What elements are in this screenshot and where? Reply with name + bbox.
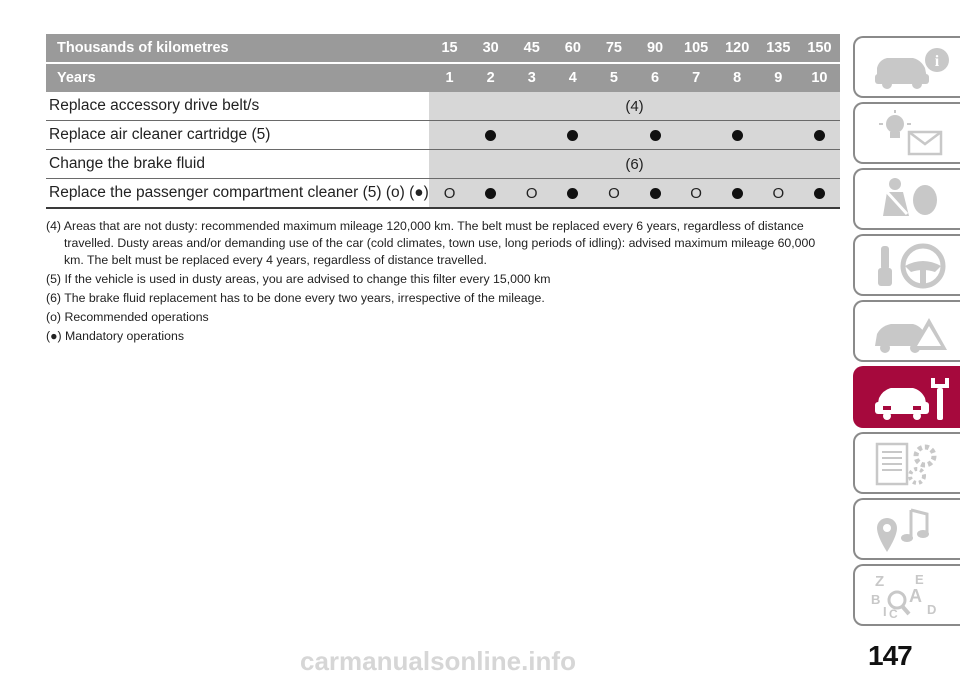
year-cell: 3 [511, 63, 552, 92]
schedule-cell [470, 121, 511, 150]
svg-text:I: I [883, 604, 887, 619]
recommended-mark: O [525, 184, 538, 202]
car-wrench-icon [869, 374, 953, 422]
schedule-cell [634, 121, 675, 150]
year-cell: 9 [758, 63, 799, 92]
recommended-mark: O [690, 184, 702, 202]
tab-servicing-maintenance[interactable] [853, 366, 960, 428]
svg-text:C: C [889, 607, 898, 620]
year-cell: 6 [634, 63, 675, 92]
km-cell: 150 [799, 34, 840, 63]
row-label: Change the brake fluid [46, 150, 429, 179]
row-label: Replace air cleaner cartridge (5) [46, 121, 429, 150]
mandatory-dot [485, 188, 496, 199]
schedule-cell [593, 121, 634, 150]
schedule-cell [717, 179, 758, 209]
schedule-cell [429, 121, 470, 150]
footnote: (6) The brake fluid replacement has to be done every two years, irrespective of the mileage. [46, 291, 545, 305]
schedule-cell [552, 121, 593, 150]
footnote: (●) Mandatory operations [46, 329, 184, 343]
maintenance-schedule-table [46, 34, 840, 209]
km-cell: 75 [593, 34, 634, 63]
mandatory-dot [814, 130, 825, 141]
km-cell: 90 [634, 34, 675, 63]
row-label: Replace accessory drive belt/s [46, 92, 429, 121]
specs-gear-icon [869, 440, 953, 488]
span-note-cell: (4) [429, 92, 840, 121]
svg-text:B: B [871, 592, 881, 607]
page-number: 147 [868, 640, 912, 671]
row-label: Replace the passenger compartment cleaner (5) (o) (●) [46, 179, 429, 209]
multimedia-music-icon [869, 506, 953, 554]
mandatory-dot [650, 188, 661, 199]
schedule-cell [511, 121, 552, 150]
km-cell: 30 [470, 34, 511, 63]
year-cell: 8 [717, 63, 758, 92]
watermark-text: carmanualsonline.info [300, 646, 576, 676]
svg-text:Z: Z [875, 573, 885, 590]
year-cell: 4 [552, 63, 593, 92]
km-cell: 45 [511, 34, 552, 63]
tab-technical-specs[interactable] [853, 432, 960, 494]
key-steering-wheel-icon [869, 242, 953, 290]
index-letters-icon [869, 572, 953, 620]
car-info-icon [869, 44, 953, 92]
year-cell: 5 [593, 63, 634, 92]
table-row [46, 179, 840, 209]
year-cell: 2 [470, 63, 511, 92]
recommended-mark: O [608, 184, 620, 202]
footnote: (5) If the vehicle is used in dusty areas, you are advised to change this filter every 15,000 km [46, 272, 551, 286]
schedule-cell [717, 121, 758, 150]
mandatory-dot [732, 188, 743, 199]
schedule-cell [593, 179, 634, 209]
table-row [46, 92, 840, 121]
footnote: (4) Areas that are not dusty: recommended maximum mileage 120,000 km. The belt must be replaced every 6 years, regardless of distance travelled. Dusty areas and/or demanding use of the car (cold climates, town use, long periods of idling): advised maximum mileage 60,000 km. The belt must be replaced every 4 years, regardless of distance travelled. [46, 219, 816, 267]
schedule-cell [634, 179, 675, 209]
km-cell: 135 [758, 34, 799, 63]
svg-text:A: A [909, 586, 922, 606]
mandatory-dot [567, 130, 578, 141]
schedule-cell [799, 121, 840, 150]
schedule-cell [511, 179, 552, 209]
breakdown-warning-icon [869, 308, 953, 356]
tab-starting-driving[interactable] [853, 234, 960, 296]
km-cell: 60 [552, 34, 593, 63]
schedule-cell [758, 121, 799, 150]
schedule-cell [799, 179, 840, 209]
schedule-cell [470, 179, 511, 209]
footnotes [46, 218, 836, 347]
warning-light-envelope-icon [869, 110, 953, 158]
mandatory-dot [650, 130, 661, 141]
svg-text:i: i [934, 53, 940, 70]
airbag-seatbelt-icon [869, 176, 953, 224]
header-years-row [46, 63, 840, 92]
schedule-cell [758, 179, 799, 209]
tab-emergency[interactable] [853, 300, 960, 362]
svg-text:D: D [927, 602, 937, 617]
year-cell: 10 [799, 63, 840, 92]
table-row [46, 121, 840, 150]
schedule-cell [676, 121, 717, 150]
header-km-row [46, 34, 840, 63]
tab-index[interactable] [853, 564, 960, 626]
recommended-mark: O [772, 184, 785, 202]
header-years-label: Years [46, 63, 429, 92]
tab-safety[interactable] [853, 168, 960, 230]
svg-text:E: E [915, 572, 924, 587]
schedule-cell [552, 179, 593, 209]
mandatory-dot [814, 188, 825, 199]
km-cell: 105 [676, 34, 717, 63]
tab-multimedia[interactable] [853, 498, 960, 560]
year-cell: 7 [676, 63, 717, 92]
mandatory-dot [485, 130, 496, 141]
schedule-cell [676, 179, 717, 209]
span-note-cell: (6) [429, 150, 840, 179]
km-cell: 120 [717, 34, 758, 63]
mandatory-dot [567, 188, 578, 199]
schedule-cell [429, 179, 470, 209]
recommended-mark: O [443, 184, 456, 202]
mandatory-dot [732, 130, 743, 141]
footnote: (o) Recommended operations [46, 310, 209, 324]
km-cell: 15 [429, 34, 470, 63]
tab-car-info[interactable] [853, 36, 960, 98]
tab-warning-lights[interactable] [853, 102, 960, 164]
table-row [46, 150, 840, 179]
year-cell: 1 [429, 63, 470, 92]
header-km-label: Thousands of kilometres [46, 34, 429, 63]
chapter-tabs [853, 36, 960, 630]
